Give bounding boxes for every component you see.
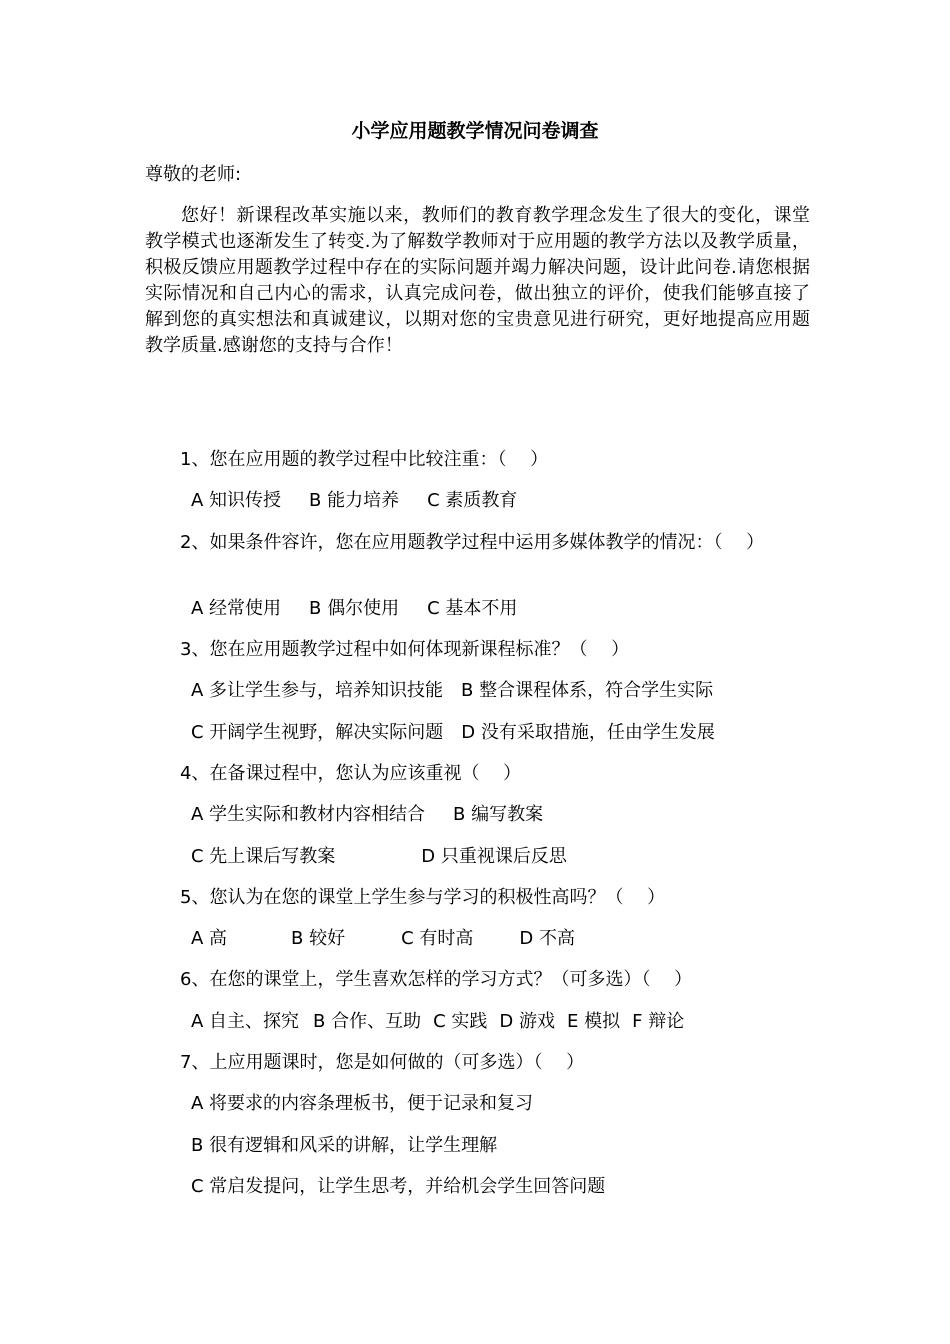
question-2: 2、如果条件容许，您在应用题教学过程中运用多媒体教学的情况：（ ） [180,532,765,553]
option[interactable]: A 多让学生参与，培养知识技能 [191,680,444,701]
option[interactable]: A 高 [191,928,228,949]
question-5-options [191,926,575,952]
option[interactable]: B 较好 [291,928,346,949]
question-1-options [191,488,517,514]
option[interactable]: B 整合课程体系，符合学生实际 [461,680,714,701]
question-7-option-c[interactable]: C 常启发提问，让学生思考，并给机会学生回答问题 [191,1176,606,1197]
question-2-options [191,596,517,622]
intro-paragraph: 您好！新课程改革实施以来，教师们的教育教学理念发生了很大的变化，课堂教学模式也逐渐发生了转变.为了解数学教师对于应用题的教学方法以及教学质量，积极反馈应用题教学过程中存在的实际问题并竭力解决问题，设计此问卷.请您根据实际情况和自己内心的需求，认真完成问卷，做出独立的评价，使我们能够直接了解到您的真实想法和真诚建议，以期对您的宝贵意见进行研究，更好地提高应用题教学质量.感谢您的支持与合作！ [145,205,810,356]
document-title: 小学应用题教学情况问卷调查 [351,120,599,142]
question-3-options-row-1 [191,678,713,704]
option[interactable]: B 能力培养 [309,490,400,511]
question-3-options-row-2 [191,720,715,746]
option[interactable]: E 模拟 [567,1011,621,1032]
option[interactable]: C 实践 [433,1011,488,1032]
option[interactable]: C 开阔学生视野，解决实际问题 [191,722,444,743]
salutation: 尊敬的老师: [145,164,242,185]
option[interactable]: B 偶尔使用 [309,598,400,619]
option[interactable]: B 编写教案 [453,804,544,825]
question-6: 6、在您的课堂上，学生喜欢怎样的学习方式？（可多选）（ ） [180,969,693,990]
option[interactable]: C 有时高 [401,928,474,949]
question-1: 1、您在应用题的教学过程中比较注重：（ ） [180,449,549,470]
question-5: 5、您认为在您的课堂上学生参与学习的积极性高吗？（ ） [180,887,666,908]
option[interactable]: C 基本不用 [427,598,518,619]
question-6-options [191,1009,684,1035]
option[interactable]: F 辩论 [632,1011,685,1032]
question-7-option-b[interactable]: B 很有逻辑和风采的讲解，让学生理解 [191,1135,498,1156]
question-7: 7、上应用题课时，您是如何做的（可多选）（ ） [180,1052,585,1073]
question-3: 3、您在应用题教学过程中如何体现新课程标准？（ ） [180,639,630,660]
option[interactable]: A 学生实际和教材内容相结合 [191,804,426,825]
option[interactable]: B 合作、互助 [313,1011,422,1032]
option[interactable]: A 自主、探究 [191,1011,300,1032]
option[interactable]: D 游戏 [499,1011,556,1032]
option[interactable]: D 不高 [519,928,576,949]
option[interactable]: A 知识传授 [191,490,282,511]
question-4-options-row-2 [191,844,567,870]
option[interactable]: A 经常使用 [191,598,282,619]
question-7-option-a[interactable]: A 将要求的内容条理板书，便于记录和复习 [191,1093,534,1114]
question-4: 4、在备课过程中，您认为应该重视（ ） [180,763,522,784]
option[interactable]: C 素质教育 [427,490,518,511]
option[interactable]: D 只重视课后反思 [421,846,567,867]
question-4-options-row-1 [191,802,543,828]
option[interactable]: D 没有采取措施，任由学生发展 [461,722,715,743]
option[interactable]: C 先上课后写教案 [191,846,336,867]
